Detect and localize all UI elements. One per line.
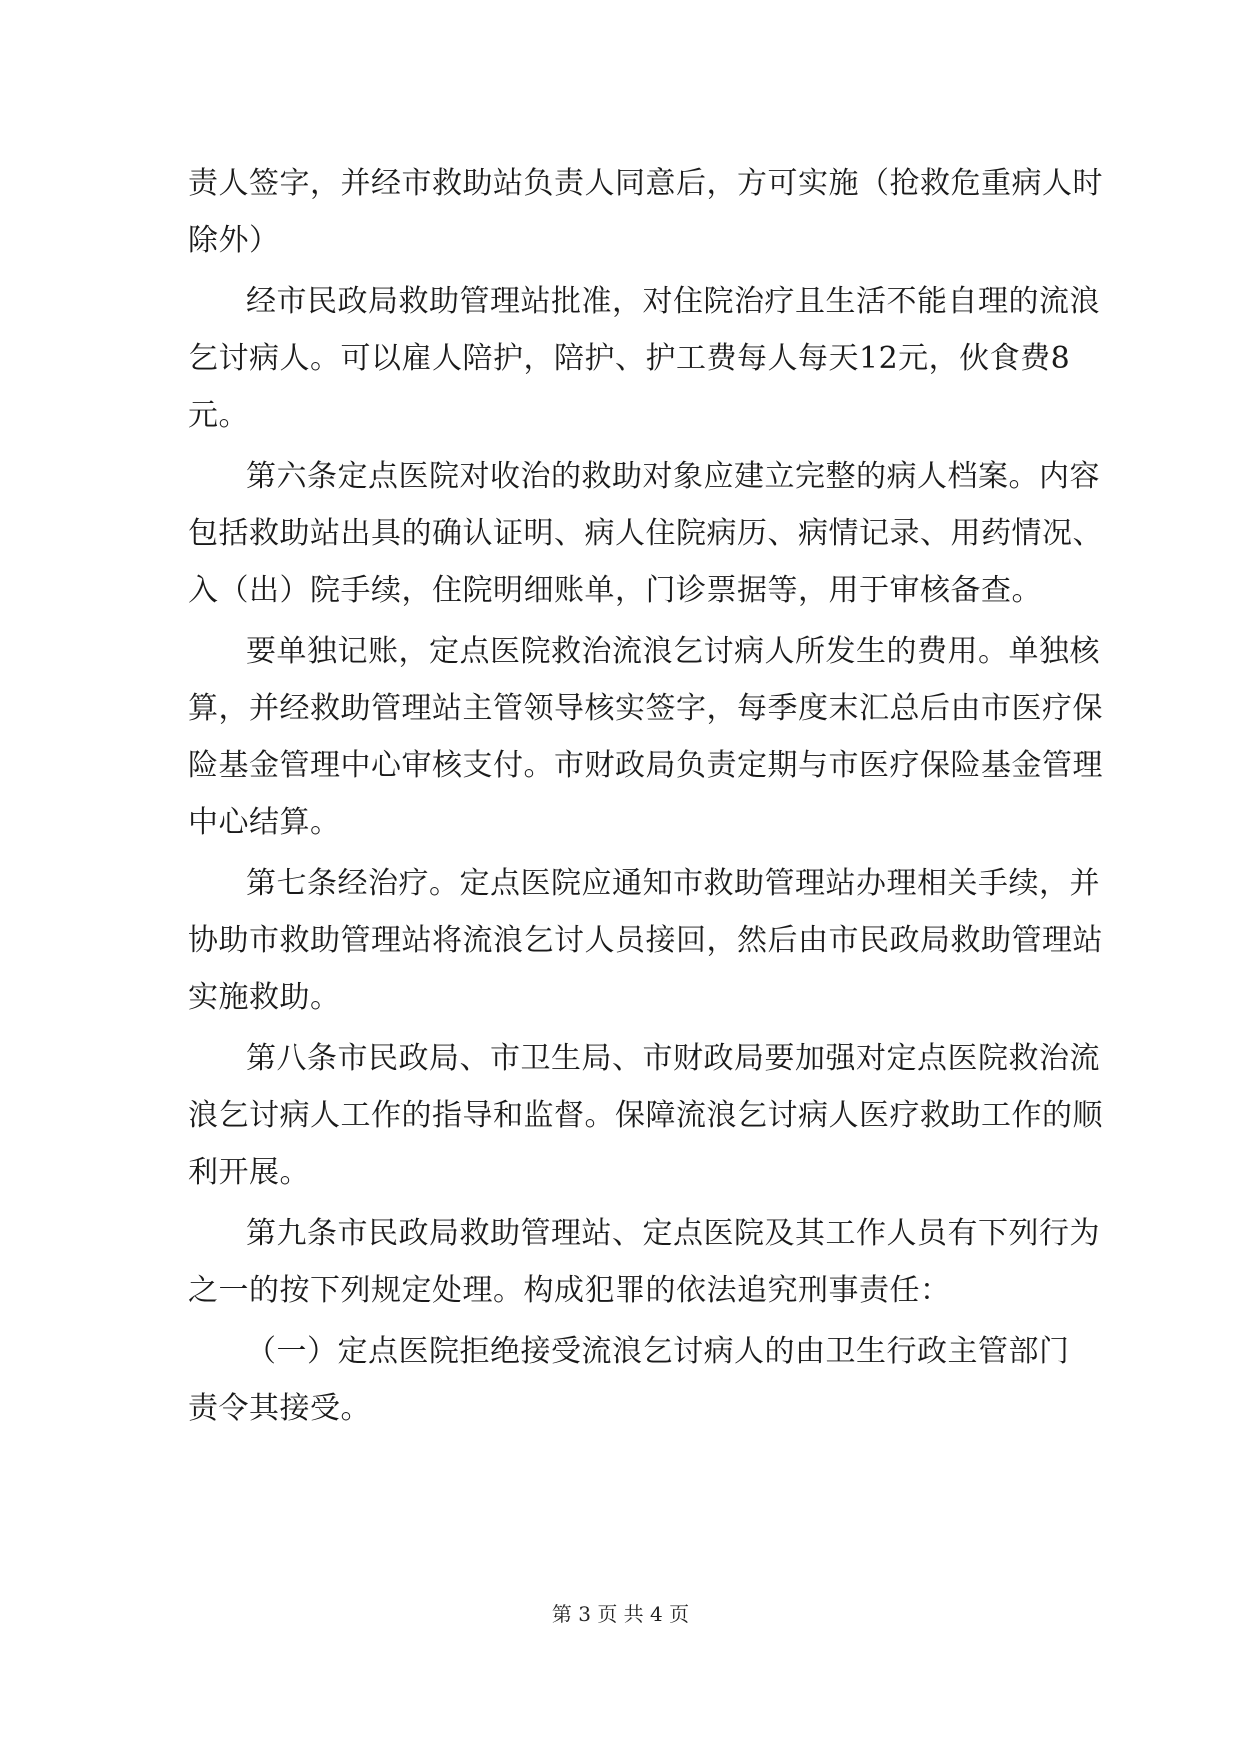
paragraph-line: 责人签字，并经市救助站负责人同意后，方可实施（抢救危重病人时 [188,166,1103,201]
paragraph-line: 险基金管理中心审核支付。市财政局负责定期与市医疗保险基金管理 [188,748,1103,783]
paragraph-line: 利开展。 [188,1155,310,1190]
paragraph-line: 中心结算。 [188,805,341,840]
paragraph-line: 实施救助。 [188,980,341,1015]
paragraph-line: （一）定点医院拒绝接受流浪乞讨病人的由卫生行政主管部门 [246,1334,1070,1369]
paragraph-line: 乞讨病人。可以雇人陪护，陪护、护工费每人每天12元，伙食费8 [188,341,1071,376]
paragraph-line: 浪乞讨病人工作的指导和监督。保障流浪乞讨病人医疗救助工作的顺 [188,1098,1103,1133]
paragraph-line: 之一的按下列规定处理。构成犯罪的依法追究刑事责任： [188,1273,951,1308]
page-number-footer: 第 3 页 共 4 页 [551,1602,690,1626]
paragraph-line: 第七条经治疗。定点医院应通知市救助管理站办理相关手续，并 [246,866,1100,901]
paragraph-line: 算，并经救助管理站主管领导核实签字，每季度末汇总后由市医疗保 [188,691,1103,726]
paragraph-line: 除外） [188,223,280,258]
paragraph-line: 第八条市民政局、市卫生局、市财政局要加强对定点医院救治流 [246,1041,1100,1076]
paragraph-line: 责令其接受。 [188,1391,371,1426]
paragraph-line: 包括救助站出具的确认证明、病人住院病历、病情记录、用药情况、 [188,516,1103,551]
paragraph-line: 经市民政局救助管理站批准，对住院治疗且生活不能自理的流浪 [246,284,1100,319]
paragraph-line: 协助市救助管理站将流浪乞讨人员接回，然后由市民政局救助管理站 [188,923,1103,958]
paragraph-line: 入（出）院手续，住院明细账单，门诊票据等，用于审核备查。 [188,573,1042,608]
paragraph-line: 第六条定点医院对收治的救助对象应建立完整的病人档案。内容 [246,459,1100,494]
paragraph-line: 要单独记账，定点医院救治流浪乞讨病人所发生的费用。单独核 [246,634,1100,669]
paragraph-line: 第九条市民政局救助管理站、定点医院及其工作人员有下列行为 [246,1216,1100,1251]
paragraph-line: 元。 [188,398,249,433]
